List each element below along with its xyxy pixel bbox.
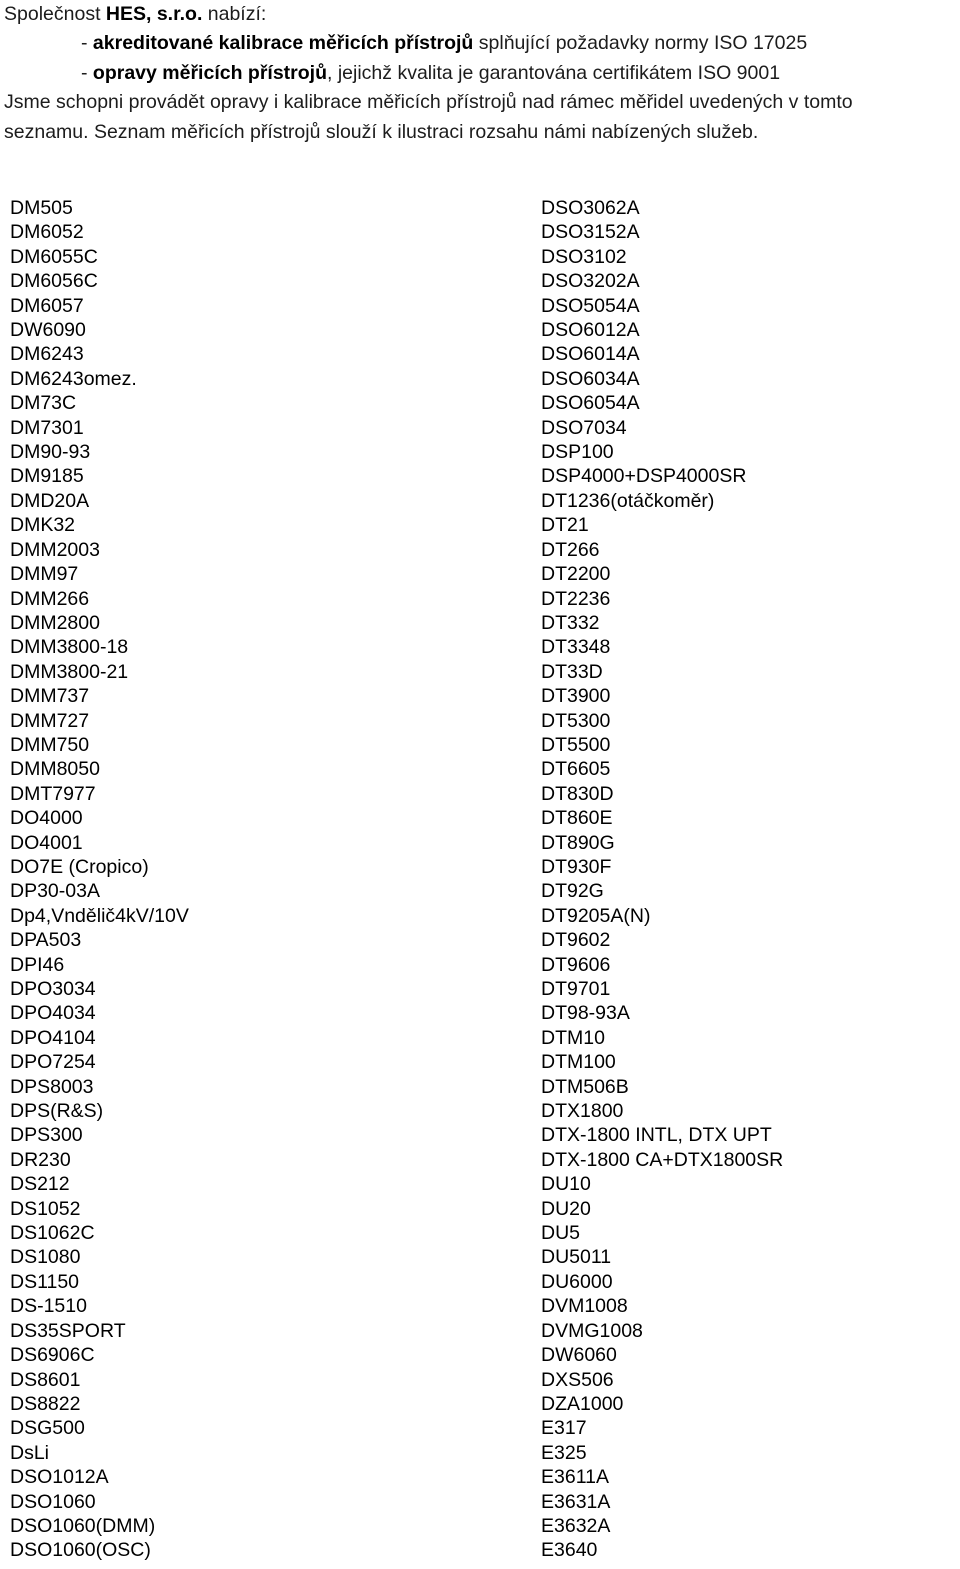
device-item: DS8601 — [10, 1368, 81, 1391]
device-item: DM6057 — [10, 294, 84, 317]
offer-repairs-rest: , jejichž kvalita je garantována certifikátem ISO 9001 — [327, 61, 781, 84]
device-item: DSP4000+DSP4000SR — [541, 465, 747, 488]
device-item: DTX-1800 CA+DTX1800SR — [541, 1148, 784, 1171]
company-name: HES, s.r.o. — [105, 3, 203, 25]
device-item: DT5500 — [541, 733, 611, 756]
offer-repairs — [4, 59, 956, 88]
device-item: E3640 — [541, 1539, 598, 1562]
device-item: DMK32 — [10, 514, 76, 537]
device-list-right — [541, 196, 783, 1563]
device-item: DT92G — [541, 880, 604, 903]
device-item: DMM737 — [10, 685, 90, 708]
device-item: DTM100 — [541, 1051, 616, 1074]
device-item: DU20 — [541, 1197, 591, 1220]
device-item: E3631A — [541, 1490, 611, 1513]
device-item: Dp4,Vndělič4kV/10V — [10, 904, 189, 927]
device-item: DM9185 — [10, 465, 84, 488]
device-item: DsLi — [10, 1441, 50, 1464]
device-item: DT2200 — [541, 563, 611, 586]
device-item: DMM266 — [10, 587, 90, 610]
device-item: DSO3102 — [541, 245, 627, 268]
device-item: DS-1510 — [10, 1295, 87, 1318]
device-item: DTM506B — [541, 1075, 629, 1098]
device-item: DMM2800 — [10, 611, 100, 634]
device-item: E317 — [541, 1417, 587, 1440]
device-item: DVM1008 — [541, 1295, 628, 1318]
device-item: DSP100 — [541, 441, 614, 464]
device-item: DT266 — [541, 538, 600, 561]
device-item: DSO6054A — [541, 392, 640, 415]
device-item: DT21 — [541, 514, 589, 537]
device-item: DZA1000 — [541, 1392, 624, 1415]
device-item: DM6243 — [10, 343, 84, 366]
device-item: DPS300 — [10, 1124, 83, 1147]
device-item: DS1080 — [10, 1246, 81, 1269]
device-item: DM73C — [10, 392, 77, 415]
device-item: DT890G — [541, 831, 615, 854]
device-item: DSO6014A — [541, 343, 640, 366]
device-item: DSO1060(OSC) — [10, 1539, 151, 1562]
device-item: DR230 — [10, 1148, 71, 1171]
device-item: DS1062C — [10, 1222, 95, 1245]
device-item: DMT7977 — [10, 782, 96, 805]
device-item: DSG500 — [10, 1417, 85, 1440]
offer-calibration-dash: - — [81, 32, 93, 55]
device-item: DT1236(otáčkoměr) — [541, 489, 715, 512]
device-item: DT6605 — [541, 758, 611, 781]
device-item: DMM8050 — [10, 758, 100, 781]
device-item: DPS(R&S) — [10, 1100, 104, 1123]
device-item: DT33D — [541, 660, 603, 683]
device-item: DT860E — [541, 807, 613, 830]
device-item: DPA503 — [10, 929, 82, 952]
device-item: DS212 — [10, 1173, 70, 1196]
device-item: DO4000 — [10, 807, 83, 830]
device-item: DXS506 — [541, 1368, 614, 1391]
device-item: DT9701 — [541, 978, 611, 1000]
device-item: DO4001 — [10, 831, 83, 854]
device-item: DTX-1800 INTL, DTX UPT — [541, 1124, 772, 1147]
device-item: DT5300 — [541, 709, 611, 732]
device-item: DT930F — [541, 855, 612, 878]
device-item: DU6000 — [541, 1270, 613, 1293]
offer-calibration-rest: splňující požadavky normy ISO 17025 — [473, 32, 808, 55]
device-item: DPS8003 — [10, 1075, 94, 1098]
device-item: DVMG1008 — [541, 1319, 643, 1342]
device-item: DW6090 — [10, 319, 86, 342]
device-item: DT3348 — [541, 636, 611, 659]
device-item: DSO6012A — [541, 319, 640, 342]
device-item: DU10 — [541, 1173, 591, 1196]
device-item: DMM750 — [10, 733, 90, 756]
device-item: DM505 — [10, 197, 73, 219]
device-item: DSO1060(DMM) — [10, 1514, 156, 1537]
device-item: DSO7034 — [541, 416, 627, 439]
device-item: DPO7254 — [10, 1051, 96, 1074]
device-item: DP30-03A — [10, 880, 100, 903]
device-item: DT2236 — [541, 587, 611, 610]
device-item: E3632A — [541, 1514, 611, 1537]
device-item: DS6906C — [10, 1344, 95, 1367]
device-item: DSO3062A — [541, 197, 640, 219]
device-item: DU5 — [541, 1222, 581, 1245]
device-item: DT830D — [541, 782, 614, 805]
device-item: DT3900 — [541, 685, 611, 708]
device-item: DSO3202A — [541, 270, 640, 293]
device-item: DS8822 — [10, 1392, 81, 1415]
offer-repairs-bold: opravy měřicích přístrojů — [92, 61, 327, 84]
device-item: DSO6034A — [541, 367, 640, 390]
offer-calibration-bold: akreditované kalibrace měřicích přístrojů — [92, 32, 474, 55]
intro-paragraph-line-2: seznamu. Seznam měřicích přístrojů slouží k ilustraci rozsahu námi nabízených služeb. — [4, 120, 759, 143]
device-item: DM90-93 — [10, 441, 91, 464]
device-item: DMD20A — [10, 489, 90, 512]
device-item: DTX1800 — [541, 1100, 624, 1123]
device-item: DSO1012A — [10, 1466, 109, 1489]
offer-calibration — [4, 29, 956, 58]
company-line — [4, 0, 956, 29]
device-item: DPO4104 — [10, 1026, 96, 1049]
company-suffix: nabízí: — [202, 3, 267, 25]
device-item: E3611A — [541, 1466, 609, 1489]
device-item: DSO1060 — [10, 1490, 96, 1513]
device-item: DMM2003 — [10, 538, 100, 561]
device-item: DM6052 — [10, 221, 84, 244]
device-item: DM6243omez. — [10, 367, 137, 390]
device-item: DPO4034 — [10, 1002, 96, 1025]
device-item: DT332 — [541, 611, 600, 634]
device-item: DO7E (Cropico) — [10, 855, 149, 878]
device-item: DPO3034 — [10, 978, 96, 1000]
intro-block — [4, 0, 956, 147]
device-item: DS35SPORT — [10, 1319, 126, 1342]
device-item: DM6055C — [10, 245, 98, 268]
device-item: DU5011 — [541, 1246, 612, 1269]
device-item: DSO3152A — [541, 221, 640, 244]
device-item: E325 — [541, 1441, 587, 1464]
device-item: DSO5054A — [541, 294, 640, 317]
device-list-left — [10, 196, 189, 1563]
device-item: DMM3800-18 — [10, 636, 129, 659]
device-item: DMM3800-21 — [10, 660, 129, 683]
device-item: DW6060 — [541, 1344, 617, 1367]
device-item: DT9602 — [541, 929, 611, 952]
device-item: DMM97 — [10, 563, 79, 586]
offer-repairs-dash: - — [81, 61, 93, 84]
device-item: DM6056C — [10, 270, 98, 293]
device-item: DM7301 — [10, 416, 84, 439]
device-item: DS1150 — [10, 1270, 80, 1293]
device-item: DT9205A(N) — [541, 904, 651, 927]
device-item: DTM10 — [541, 1026, 605, 1049]
device-item: DT98-93A — [541, 1002, 630, 1025]
company-prefix: Společnost — [4, 3, 106, 25]
device-item: DT9606 — [541, 953, 611, 976]
intro-paragraph-line-1: Jsme schopni provádět opravy i kalibrace měřicích přístrojů nad rámec měřidel uvedených v tomto — [4, 91, 853, 114]
device-item: DMM727 — [10, 709, 90, 732]
device-item: DPI46 — [10, 953, 65, 976]
device-item: DS1052 — [10, 1197, 81, 1220]
